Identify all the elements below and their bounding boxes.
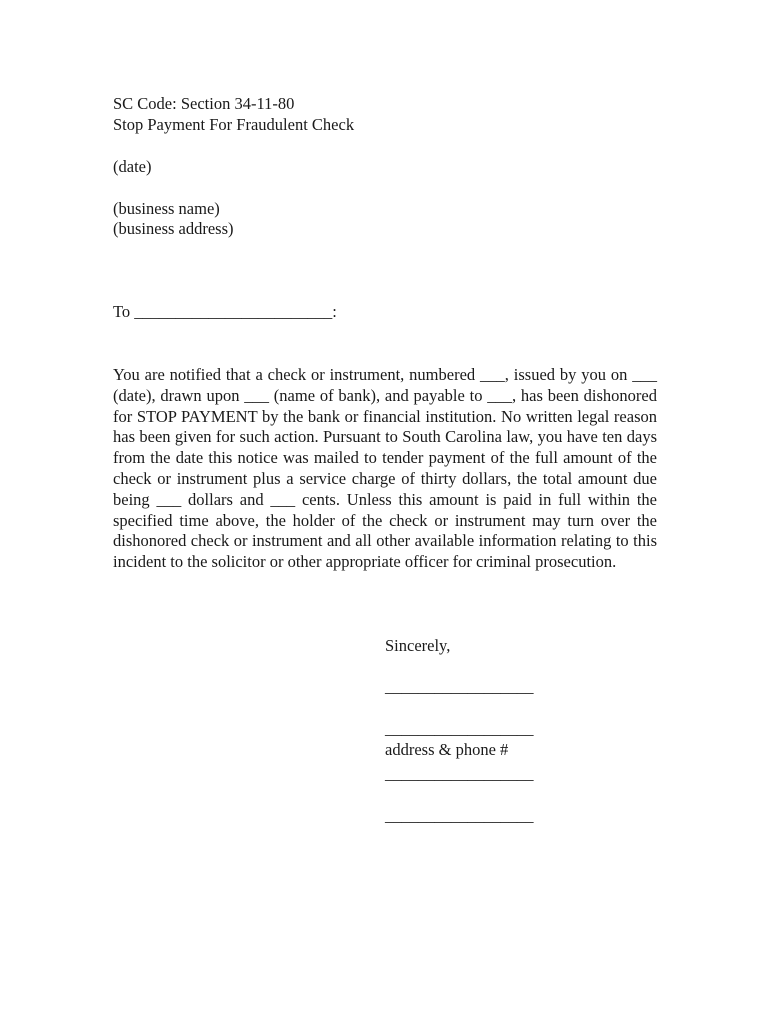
phone-line: __________________ <box>385 806 534 825</box>
signature-line: __________________ <box>385 677 534 696</box>
name-line: __________________ <box>385 719 534 738</box>
business-name-placeholder: (business name) <box>113 199 220 218</box>
address-line: __________________ <box>385 764 534 783</box>
closing-salutation: Sincerely, <box>385 636 451 655</box>
recipient-line: To ________________________: <box>113 302 337 321</box>
address-phone-label: address & phone # <box>385 740 509 759</box>
business-address-placeholder: (business address) <box>113 219 234 238</box>
document-title: Stop Payment For Fraudulent Check <box>113 115 355 134</box>
code-section-line: SC Code: Section 34-11-80 <box>113 94 295 113</box>
notice-body-paragraph: You are notified that a check or instrument, numbered ___, issued by you on ___ (date), drawn upon ___ (name of bank), and payable to ___, has been dishonored for STOP PAYMENT by the bank or financial institution. No written legal reason has been given for such action. Pursuant to South Carolina law, you have ten days from the date this notice was mailed to tender payment of the full amount of the check or instrument plus a service charge of thirty dollars, the total amount due being ___ dollars and ___ cents. Unless this amount is paid in full within the specified time above, the holder of the check or instrument may turn over the dishonored check or instrument and all other available information relating to this incident to the solicitor or other appropriate officer for criminal prosecution. <box>113 365 657 572</box>
date-placeholder: (date) <box>113 157 152 176</box>
